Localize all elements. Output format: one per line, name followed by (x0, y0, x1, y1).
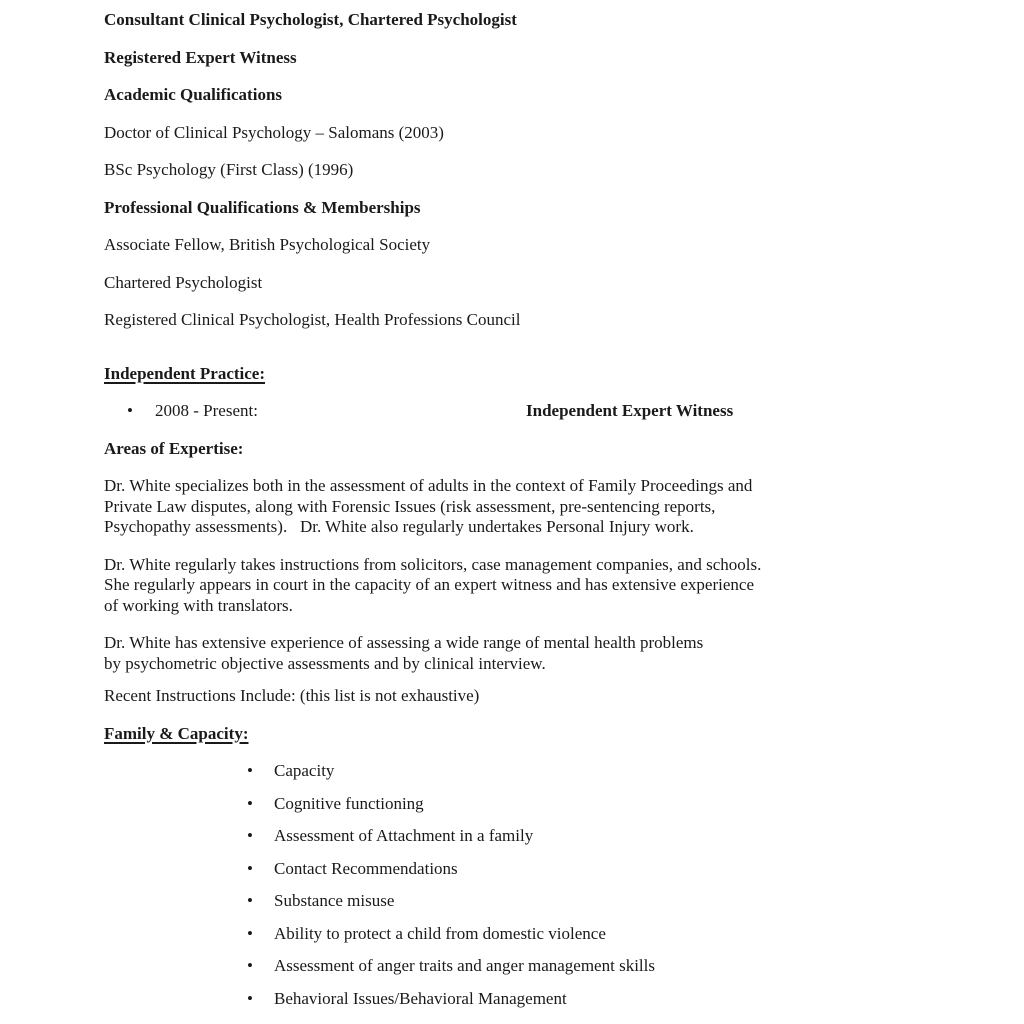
paragraph-line: by psychometric objective assessments and by clinical interview. (104, 653, 546, 673)
expertise-paragraph (104, 476, 924, 538)
list-item: • Contact Recommendations (104, 859, 924, 879)
academic-qualification-item: Doctor of Clinical Psychology – Salomans (2003) (104, 122, 444, 142)
section-heading-academic-qualifications: Academic Qualifications (104, 85, 283, 104)
paragraph-line: Private Law disputes, along with Forensic Issues (risk assessment, pre-sentencing reports, (104, 496, 716, 516)
list-item: • Capacity (104, 761, 924, 781)
list-item: • Behavioral Issues/Behavioral Management (104, 989, 924, 1009)
expertise-paragraph (104, 555, 924, 617)
practice-role: Independent Expert Witness (526, 401, 734, 420)
paragraph-line: Dr. White regularly takes instructions from solicitors, case management companies, and schools. (104, 554, 762, 574)
section-heading-family-capacity: Family & Capacity: (104, 723, 249, 743)
practice-period: 2008 - Present: (155, 401, 258, 420)
list-item: • Assessment of anger traits and anger management skills (104, 956, 924, 976)
professional-qualification-item: Associate Fellow, British Psychological Society (104, 235, 431, 254)
professional-qualification-item: Registered Clinical Psychologist, Health Professions Council (104, 310, 521, 329)
academic-qualification-item: BSc Psychology (First Class) (1996) (104, 160, 354, 179)
section-heading-professional-qualifications: Professional Qualifications & Memberships (104, 197, 421, 217)
section-heading-independent-practice: Independent Practice: (104, 363, 266, 383)
recent-instructions-note: Recent Instructions Include: (this list is not exhaustive) (104, 686, 480, 705)
paragraph-line: She regularly appears in court in the capacity of an expert witness and has extensive experience (104, 575, 754, 594)
paragraph-line: of working with translators. (104, 595, 293, 615)
list-item: • Ability to protect a child from domestic violence (104, 924, 924, 944)
list-item: • Cognitive functioning (104, 794, 924, 814)
list-item: • Assessment of Attachment in a family (104, 826, 924, 846)
independent-practice-entry (104, 401, 924, 422)
expertise-paragraph (104, 633, 924, 674)
section-heading-areas-of-expertise: Areas of Expertise: (104, 438, 244, 458)
document-subtitle: Registered Expert Witness (104, 47, 297, 67)
paragraph-line: Dr. White has extensive experience of assessing a wide range of mental health problems (104, 633, 704, 652)
list-item: • Substance misuse (104, 891, 924, 911)
document-title: Consultant Clinical Psychologist, Chartered Psychologist (104, 10, 517, 29)
paragraph-line: Dr. White specializes both in the assessment of adults in the context of Family Proceedings and (104, 476, 753, 495)
paragraph-line: Psychopathy assessments). Dr. White also regularly undertakes Personal Injury work. (104, 517, 694, 536)
professional-qualification-item: Chartered Psychologist (104, 272, 263, 292)
